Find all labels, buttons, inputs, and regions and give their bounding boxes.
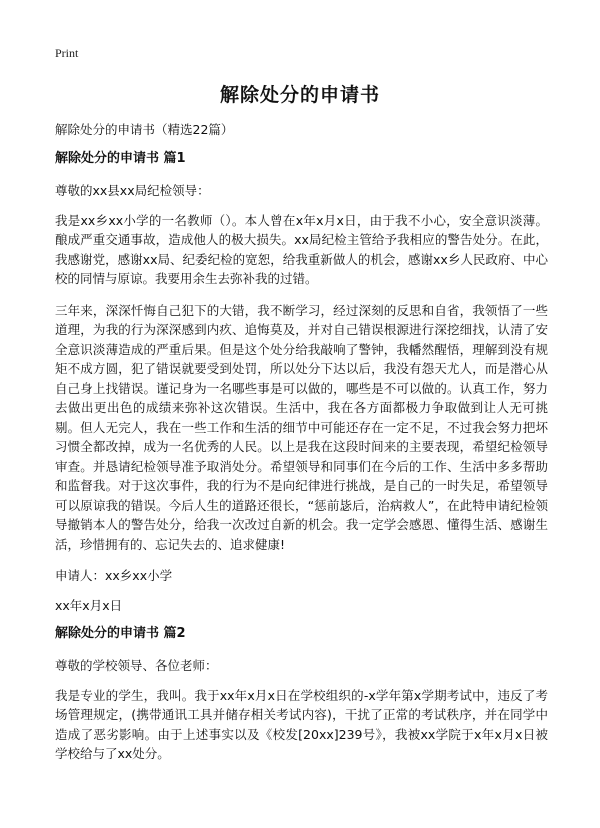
- section-1: [55, 150, 548, 615]
- section-heading: 解除处分的申请书 篇2: [55, 626, 186, 641]
- section-greeting: 尊敬的学校领导、各位老师：: [55, 658, 218, 673]
- print-link[interactable]: Print: [55, 46, 79, 60]
- section-heading: 解除处分的申请书 篇1: [55, 151, 186, 166]
- applicant-line: 申请人：xx乡xx小学: [55, 568, 173, 583]
- document-content: [55, 150, 548, 776]
- document-title: 解除处分的申请书: [219, 84, 380, 106]
- section-paragraph: 我是xx乡xx小学的一名教师（）。本人曾在x年x月x日，由于我不小心，安全意识淡薄。酿成严重交通事故，造成他人的极大损失。xx局纪检主管给予我相应的警告处分。在此，我感谢党，感谢xx局、纪委纪检的宽恕，给我重新做人的机会，感谢xx乡人民政府、中心校的同情与原谅。我要用余生去弥补我的过错。: [55, 212, 548, 286]
- section-paragraph: 我是专业的学生，我叫。我于xx年x月x日在学校组织的-x学年第x学期考试中，违反了考场管理规定，(携带通讯工具并储存相关考试内容)，干扰了正常的考试秩序，并在同学中造成了恶劣影响。由于上述事实以及《校发[20xx]239号》，我被xx学院于x年x月x日被学校给与了xx处分。: [55, 687, 548, 761]
- section-greeting: 尊敬的xx县xx局纪检领导：: [55, 183, 210, 198]
- document-subtitle: 解除处分的申请书（精选22篇）: [55, 122, 234, 137]
- date-line: xx年x月x日: [55, 597, 123, 613]
- section-2: [55, 625, 548, 764]
- section-paragraph: 三年来，深深忏悔自己犯下的大错，我不断学习，经过深刻的反思和自省，我领悟了一些道理，为我的行为深深感到内疚、追悔莫及，并对自己错误根源进行深挖细找，认清了安全意识淡薄造成的严重后果。但是这个处分给我敲响了警钟，我幡然醒悟，理解到没有规矩不成方圆，犯了错误就要受到处罚，所以处分下达以后，我没有怨天尤人，而是潜心从自己身上找错误。谨记身为一名哪些事是可以做的，哪些是不可以做的。认真工作，努力去做出更出色的成绩来弥补这次错误。生活中，我在各方面都极力争取做到让人无可挑剔。但人无完人，我在一些工作和生活的细节中可能还存在一定不足，不过我会努力把坏习惯全都改掉，成为一名优秀的人民。以上是我在这段时间来的主要表现，希望纪检领导审查。并恳请纪检领导准予取消处分。希望领导和同事们在今后的工作、生活中多多帮助和监督我。对于这次事件，我的行为不是向纪律进行挑战，是自己的一时失足，希望领导可以原谅我的错误。今后人生的道路还很长，“惩前毖后，治病救人”，在此特申请纪检领导撤销本人的警告处分，给我一次改过自新的机会。我一定学会感恩、懂得生活、感谢生活，珍惜拥有的、忘记失去的、追求健康!: [55, 302, 548, 552]
